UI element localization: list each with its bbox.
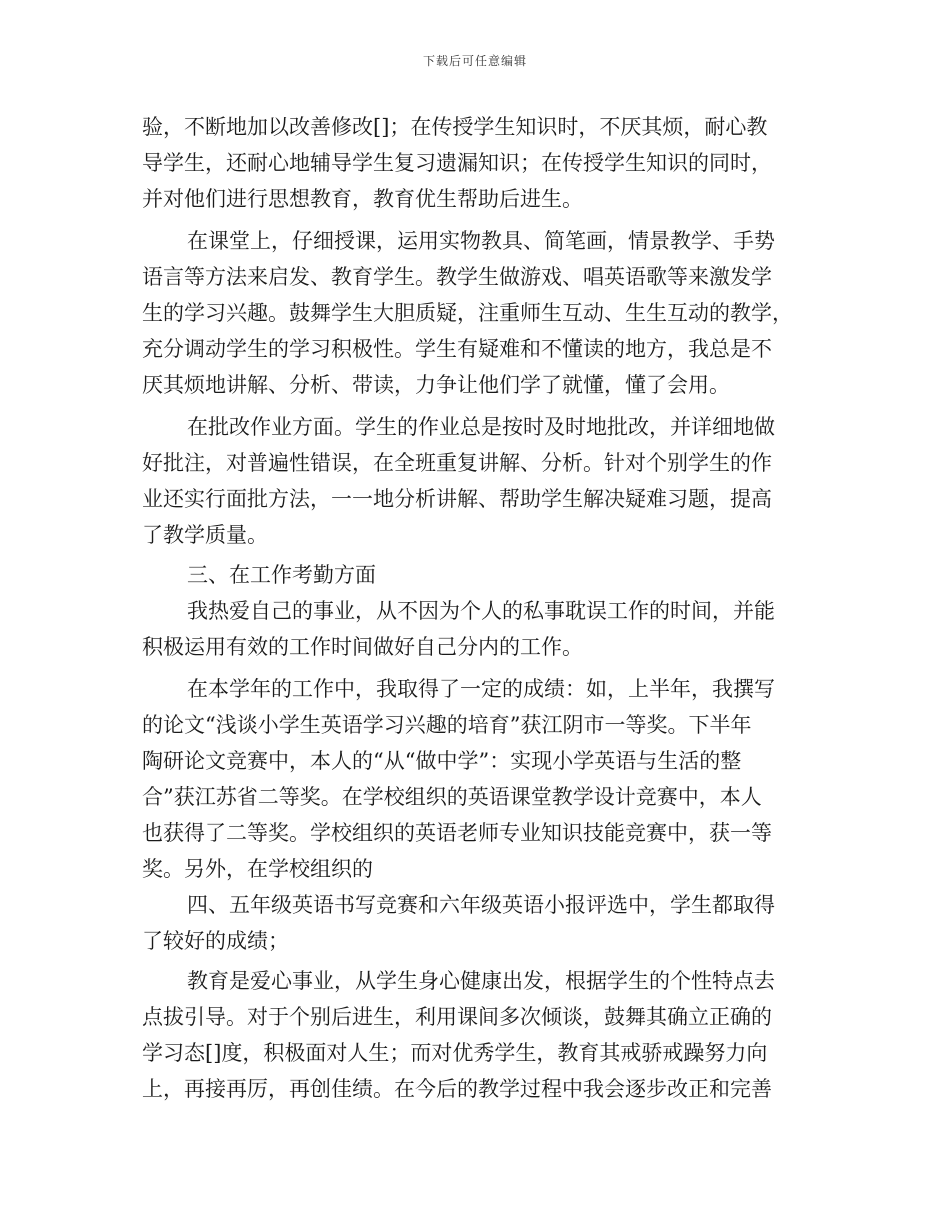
text-line: 合”获江苏省二等奖。在学校组织的英语课堂教学设计竞赛中，本人 [142,785,762,809]
text-line: 四、五年级英语书写竞赛和六年级英语小报评选中，学生都取得 [187,893,775,917]
page-header: 下载后可任意编辑 [422,54,527,68]
text-line: 充分调动学生的学习积极性。学生有疑难和不懂读的地方，我总是不 [142,337,772,361]
text-line: 我热爱自己的事业，从不因为个人的私事耽误工作的时间，并能 [187,599,775,623]
text-line: 的论文“浅谈小学生英语学习兴趣的培育”获江阴市一等奖。下半年 [142,713,752,737]
text-line: 在课堂上，仔细授课，运用实物教具、简笔画，情景教学、手势 [187,229,775,253]
text-line: 在本学年的工作中，我取得了一定的成绩：如，上半年，我撰写 [187,677,775,701]
text-line: 并对他们进行思想教育，教育优生帮助后进生。 [142,187,583,211]
text-line: 导学生，还耐心地辅导学生复习遗漏知识；在传授学生知识的同时， [142,151,772,175]
text-line: 上，再接再厉，再创佳绩。在今后的教学过程中我会逐步改正和完善 [142,1077,772,1101]
text-line: 生的学习兴趣。鼓舞学生大胆质疑，注重师生互动、生生互动的教学， [142,301,793,325]
text-line: 积极运用有效的工作时间做好自己分内的工作。 [142,635,583,659]
text-line: 了教学质量。 [142,523,268,547]
text-line: 厌其烦地讲解、分析、带读，力争让他们学了就懂，懂了会用。 [142,373,730,397]
section-heading: 三、在工作考勤方面 [187,563,376,587]
text-line: 语言等方法来启发、教育学生。教学生做游戏、唱英语歌等来激发学 [142,265,772,289]
text-line: 验，不断地加以改善修改[]；在传授学生知识时，不厌其烦，耐心教 [142,115,768,139]
text-line: 点拔引导。对于个别后进生，利用课间多次倾谈，鼓舞其确立正确的 [142,1005,772,1029]
text-line: 在批改作业方面。学生的作业总是按时及时地批改，并详细地做 [187,415,775,439]
text-line: 好批注，对普遍性错误，在全班重复讲解、分析。针对个别学生的作 [142,451,772,475]
text-line: 学习态[]度，积极面对人生；而对优秀学生，教育其戒骄戒躁努力向 [142,1041,768,1065]
text-line: 也获得了二等奖。学校组织的英语老师专业知识技能竞赛中，获一等 [142,821,772,845]
text-line: 奖。另外，在学校组织的 [142,857,373,881]
text-line: 了较好的成绩； [142,929,289,953]
text-line: 陶研论文竞赛中，本人的“从“做中学”：实现小学英语与生活的整 [142,749,742,773]
text-line: 教育是爱心事业，从学生身心健康出发，根据学生的个性特点去 [187,969,775,993]
text-line: 业还实行面批方法，一一地分析讲解、帮助学生解决疑难习题，提高 [142,487,772,511]
